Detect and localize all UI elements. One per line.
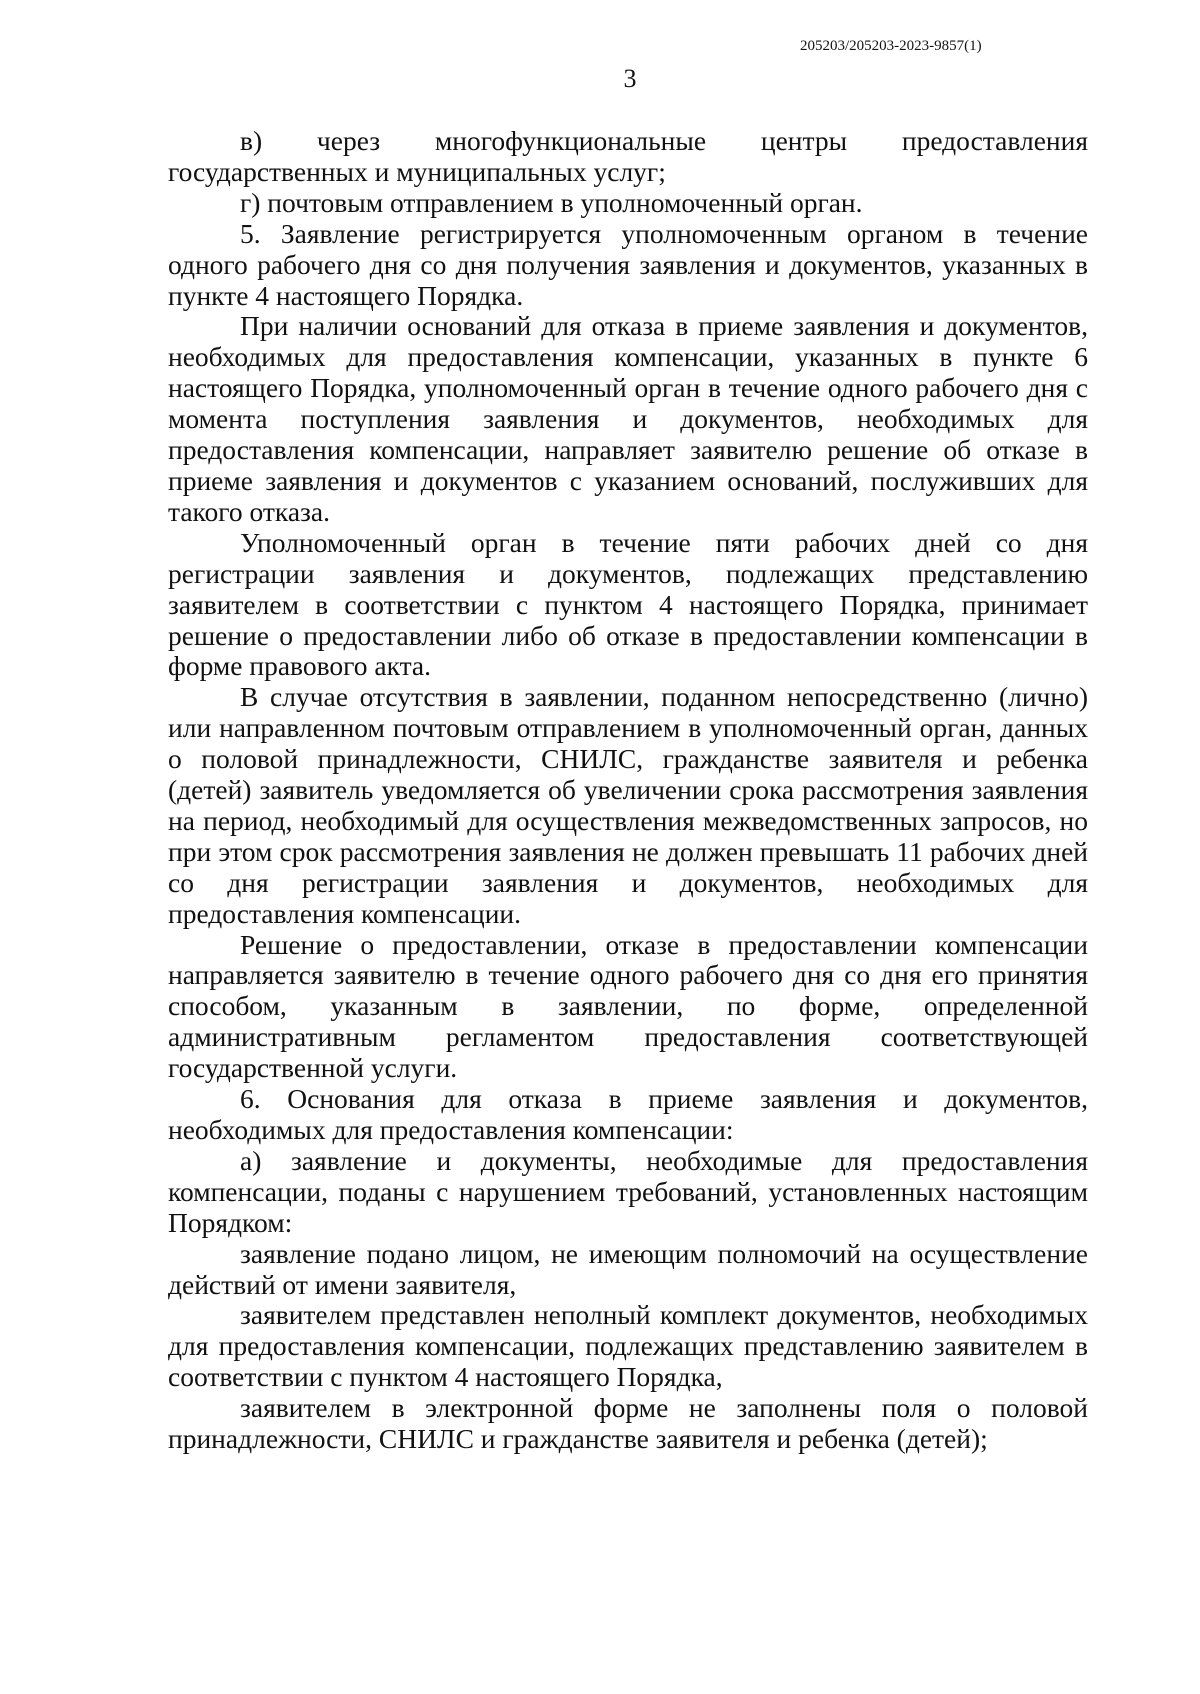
paragraph-incomplete-documents: заявителем представлен неполный комплект документов, необходимых для предоставления компенсации, подлежащих представлению заявителем в соответствии с пунктом 4 настоящего Порядка, <box>168 1299 1088 1393</box>
paragraph-item-a: а) заявление и документы, необходимые для предоставления компенсации, поданы с нарушением требований, установленных настоящим Порядком: <box>168 1144 1088 1238</box>
paragraph-clause-5: 5. Заявление регистрируется уполномоченным органом в течение одного рабочего дня со дня получения заявления и документов, указанных в пункте 4 настоящего Порядка. <box>168 217 1088 311</box>
paragraph-decision-delivery: Решение о предоставлении, отказе в предоставлении компенсации направляется заявителю в течение одного рабочего дня со дня его принятия способом, указанным в заявлении, по форме, определенной административным регламентом предоставления соответствующей государственной услуги. <box>168 928 1088 1084</box>
paragraph-item-v: в) через многофункциональные центры предоставления государственных и муниципальных услуг; <box>168 125 1088 187</box>
document-registration-number: 205203/205203-2023-9857(1) <box>800 38 982 54</box>
paragraph-decision-term: Уполномоченный орган в течение пяти рабочих дней со дня регистрации заявления и документов, подлежащих представлению заявителем в соответствии с пунктом 4 настоящего Порядка, принимает решение о предоставлении либо об отказе в предоставлении компенсации в форме правового акта. <box>168 526 1088 682</box>
paragraph-missing-data: В случае отсутствия в заявлении, поданном непосредственно (лично) или направленном почтовым отправлением в уполномоченный орган, данных о половой принадлежности, СНИЛС, гражданстве заявителя и ребенка (детей) заявитель уведомляется об увеличении срока рассмотрения заявления на период, необходимый для осуществления межведомственных запросов, но при этом срок рассмотрения заявления не должен превышать 11 рабочих дней со дня регистрации заявления и документов, необходимых для предоставления компенсации. <box>168 681 1088 929</box>
paragraph-empty-fields: заявителем в электронной форме не заполнены поля о половой принадлежности, СНИЛС и гражданстве заявителя и ребенка (детей); <box>168 1392 1088 1455</box>
paragraph-refusal-notice: При наличии оснований для отказа в приеме заявления и документов, необходимых для предоставления компенсации, указанных в пункте 6 настоящего Порядка, уполномоченный орган в течение одного рабочего дня с момента поступления заявления и документов, необходимых для предоставления компенсации, направляет заявителю решение об отказе в приеме заявления и документов с указанием оснований, послуживших для такого отказа. <box>168 310 1088 527</box>
paragraph-no-authority: заявление подано лицом, не имеющим полномочий на осуществление действий от имени заявителя, <box>168 1237 1088 1300</box>
page-number: 3 <box>623 64 637 93</box>
document-body <box>168 126 1088 1455</box>
paragraph-clause-6: 6. Основания для отказа в приеме заявления и документов, необходимых для предоставления компенсации: <box>168 1083 1088 1145</box>
paragraph-item-g: г) почтовым отправлением в уполномоченный орган. <box>240 186 863 218</box>
